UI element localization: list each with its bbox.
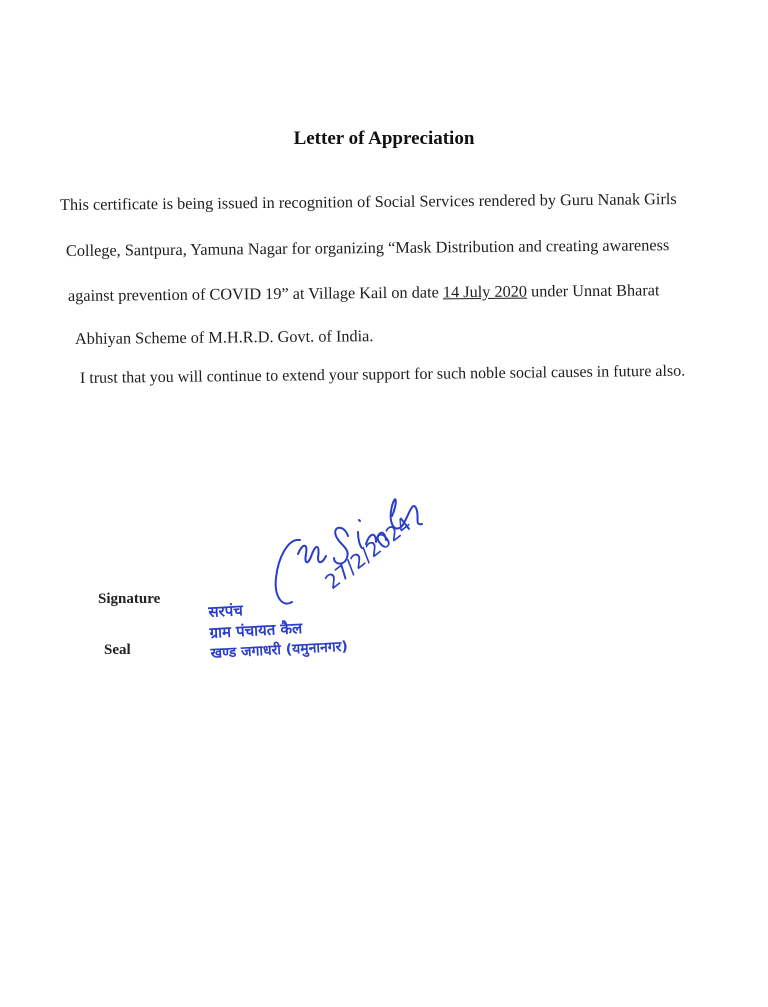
body-line-3 <box>68 280 660 306</box>
event-date: 14 July 2020 <box>442 281 528 302</box>
closing-line: I trust that you will continue to extend your support for such noble social causes in future also. <box>79 362 686 387</box>
body-line-3-start: against prevention of COVID 19” at Village Kail on date <box>67 282 443 305</box>
signature-date: 27/2/2024 <box>320 511 416 594</box>
letter-title: Letter of Appreciation <box>293 128 475 149</box>
seal-line-1: सरपंच <box>208 601 244 621</box>
seal-line-3: खण्ड जगाधरी (यमुनानगर) <box>210 638 349 662</box>
seal-label: Seal <box>104 642 131 658</box>
body-line-3-end: under Unnat Bharat <box>526 280 660 301</box>
body-line-4: Abhiyan Scheme of M.H.R.D. Govt. of India. <box>74 326 374 348</box>
seal-line-2: ग्राम पंचायत कैल <box>209 619 303 642</box>
body-line-1: This certificate is being issued in recognition of Social Services rendered by Guru Nanak Girls <box>59 189 677 214</box>
official-seal-stamp <box>208 595 348 665</box>
signature-label: Signature <box>98 591 161 607</box>
body-line-2: College, Santpura, Yamuna Nagar for organizing “Mask Distribution and creating awareness <box>65 235 670 260</box>
